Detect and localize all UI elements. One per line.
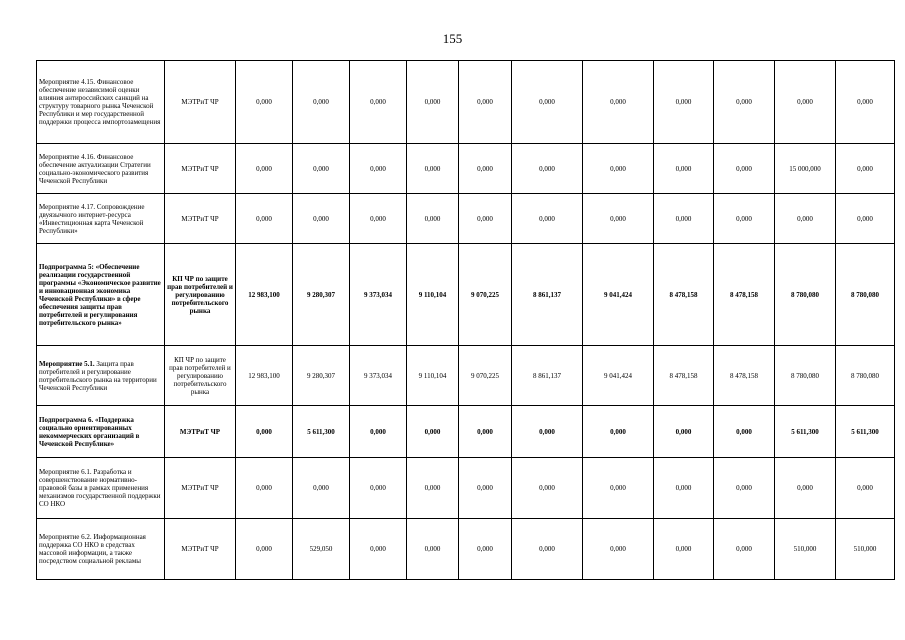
amount-cell: 0,000 <box>775 458 836 519</box>
budget-table <box>36 60 895 580</box>
activity-name-cell: Мероприятие 4.17. Сопровождение двуязычного интернет-ресурса «Инвестиционная карта Чеченской Республики» <box>37 194 165 244</box>
amount-cell: 0,000 <box>583 194 654 244</box>
amount-cell: 0,000 <box>583 144 654 194</box>
executor-cell: МЭТРиТ ЧР <box>165 519 236 580</box>
amount-cell: 0,000 <box>775 61 836 144</box>
amount-cell: 0,000 <box>654 61 714 144</box>
executor-cell: МЭТРиТ ЧР <box>165 144 236 194</box>
amount-cell: 0,000 <box>407 458 459 519</box>
amount-cell: 9 070,225 <box>459 244 512 346</box>
amount-cell: 12 983,100 <box>236 244 293 346</box>
amount-cell: 0,000 <box>350 144 407 194</box>
executor-cell: МЭТРиТ ЧР <box>165 458 236 519</box>
amount-cell: 0,000 <box>512 406 583 458</box>
amount-cell: 0,000 <box>293 458 350 519</box>
amount-cell: 9 280,307 <box>293 244 350 346</box>
amount-cell: 0,000 <box>350 406 407 458</box>
amount-cell: 9 041,424 <box>583 244 654 346</box>
table-row <box>37 519 895 580</box>
amount-cell: 0,000 <box>836 458 895 519</box>
amount-cell: 0,000 <box>714 406 775 458</box>
amount-cell: 0,000 <box>512 144 583 194</box>
table-row <box>37 194 895 244</box>
amount-cell: 5 611,300 <box>293 406 350 458</box>
table-row <box>37 61 895 144</box>
amount-cell: 0,000 <box>407 519 459 580</box>
amount-cell: 8 861,137 <box>512 244 583 346</box>
amount-cell: 0,000 <box>512 194 583 244</box>
executor-cell: МЭТРиТ ЧР <box>165 61 236 144</box>
amount-cell: 0,000 <box>459 61 512 144</box>
amount-cell: 0,000 <box>236 406 293 458</box>
executor-cell: МЭТРиТ ЧР <box>165 406 236 458</box>
amount-cell: 510,000 <box>775 519 836 580</box>
amount-cell: 0,000 <box>236 144 293 194</box>
amount-cell: 15 000,000 <box>775 144 836 194</box>
amount-cell: 9 041,424 <box>583 346 654 406</box>
amount-cell: 0,000 <box>407 61 459 144</box>
amount-cell: 9 110,104 <box>407 346 459 406</box>
amount-cell: 0,000 <box>714 458 775 519</box>
activity-name-cell: Подпрограмма 6. «Поддержка социально ориентированных некоммерческих организаций в Чеченской Республике» <box>37 406 165 458</box>
amount-cell: 0,000 <box>714 194 775 244</box>
amount-cell: 529,050 <box>293 519 350 580</box>
amount-cell: 8 478,158 <box>654 244 714 346</box>
executor-cell: КП ЧР по защите прав потребителей и регулированию потребительского рынка <box>165 346 236 406</box>
amount-cell: 0,000 <box>512 61 583 144</box>
activity-name-cell: Мероприятие 4.15. Финансовое обеспечение независимой оценки влияния антироссийских санкций на структуру товарного рынка Чеченской Республики и мер государственной поддержки процесса импортозамещения <box>37 61 165 144</box>
amount-cell: 0,000 <box>654 519 714 580</box>
table-row <box>37 144 895 194</box>
activity-name-cell: Мероприятие 6.2. Информационная поддержка СО НКО в средствах массовой информации, а также посредством социальной рекламы <box>37 519 165 580</box>
amount-cell: 0,000 <box>775 194 836 244</box>
amount-cell: 0,000 <box>293 61 350 144</box>
activity-name-cell: Мероприятие 4.16. Финансовое обеспечение актуализации Стратегии социально-экономического развития Чеченской Республики <box>37 144 165 194</box>
amount-cell: 0,000 <box>407 194 459 244</box>
amount-cell: 0,000 <box>350 61 407 144</box>
amount-cell: 8 861,137 <box>512 346 583 406</box>
amount-cell: 0,000 <box>350 458 407 519</box>
amount-cell: 9 373,034 <box>350 346 407 406</box>
amount-cell: 0,000 <box>293 144 350 194</box>
executor-cell: МЭТРиТ ЧР <box>165 194 236 244</box>
activity-number: Мероприятие 5.1. <box>39 359 95 368</box>
amount-cell: 5 611,300 <box>775 406 836 458</box>
amount-cell: 8 780,080 <box>836 346 895 406</box>
amount-cell: 0,000 <box>836 194 895 244</box>
amount-cell: 0,000 <box>293 194 350 244</box>
amount-cell: 0,000 <box>654 194 714 244</box>
amount-cell: 0,000 <box>350 519 407 580</box>
amount-cell: 0,000 <box>236 61 293 144</box>
amount-cell: 0,000 <box>459 406 512 458</box>
amount-cell: 0,000 <box>236 458 293 519</box>
amount-cell: 0,000 <box>654 406 714 458</box>
amount-cell: 5 611,300 <box>836 406 895 458</box>
table-row <box>37 244 895 346</box>
amount-cell: 8 478,158 <box>714 346 775 406</box>
amount-cell: 0,000 <box>583 61 654 144</box>
amount-cell: 0,000 <box>459 194 512 244</box>
amount-cell: 0,000 <box>459 144 512 194</box>
amount-cell: 0,000 <box>714 61 775 144</box>
amount-cell: 0,000 <box>407 144 459 194</box>
amount-cell: 0,000 <box>654 144 714 194</box>
amount-cell: 0,000 <box>459 458 512 519</box>
amount-cell: 0,000 <box>714 144 775 194</box>
amount-cell: 8 478,158 <box>654 346 714 406</box>
amount-cell: 8 780,080 <box>836 244 895 346</box>
amount-cell: 0,000 <box>236 519 293 580</box>
table-row <box>37 346 895 406</box>
amount-cell: 0,000 <box>654 458 714 519</box>
table-row <box>37 406 895 458</box>
amount-cell: 9 110,104 <box>407 244 459 346</box>
amount-cell: 0,000 <box>714 519 775 580</box>
amount-cell: 9 280,307 <box>293 346 350 406</box>
table-row <box>37 458 895 519</box>
amount-cell: 0,000 <box>407 406 459 458</box>
amount-cell: 0,000 <box>512 458 583 519</box>
activity-name-cell: Подпрограмма 5: «Обеспечение реализации государственной программы «Экономическое развитие и инновационная экономика Чеченской Республики» в сфере обеспечения защиты прав потребителей и регулирования потребительского рынка» <box>37 244 165 346</box>
amount-cell: 0,000 <box>583 519 654 580</box>
amount-cell: 9 373,034 <box>350 244 407 346</box>
amount-cell: 510,000 <box>836 519 895 580</box>
amount-cell: 0,000 <box>350 194 407 244</box>
executor-cell: КП ЧР по защите прав потребителей и регулированию потребительского рынка <box>165 244 236 346</box>
amount-cell: 0,000 <box>583 406 654 458</box>
amount-cell: 8 478,158 <box>714 244 775 346</box>
budget-table-body <box>37 61 895 580</box>
amount-cell: 0,000 <box>512 519 583 580</box>
amount-cell: 12 983,100 <box>236 346 293 406</box>
amount-cell: 0,000 <box>236 194 293 244</box>
amount-cell: 0,000 <box>836 144 895 194</box>
amount-cell: 0,000 <box>459 519 512 580</box>
amount-cell: 0,000 <box>583 458 654 519</box>
amount-cell: 9 070,225 <box>459 346 512 406</box>
amount-cell: 8 780,080 <box>775 346 836 406</box>
amount-cell: 0,000 <box>836 61 895 144</box>
page-number: 155 <box>442 31 463 46</box>
activity-name-cell: Мероприятие 5.1. Защита прав потребителей и регулирование потребительского рынка на территории Чеченской Республики <box>37 346 165 406</box>
amount-cell: 8 780,080 <box>775 244 836 346</box>
activity-name-cell: Мероприятие 6.1. Разработка и совершенствование нормативно-правовой базы в рамках применения механизмов государственной поддержки СО НКО <box>37 458 165 519</box>
